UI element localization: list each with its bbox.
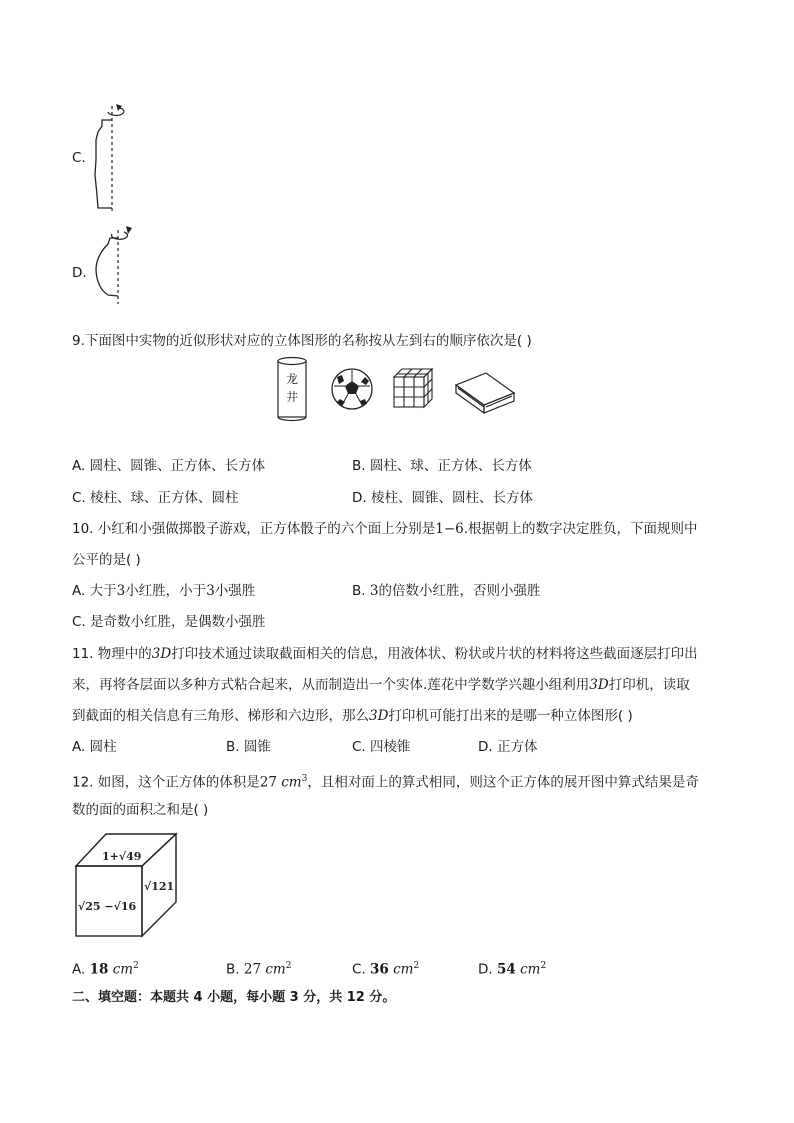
q10-stem-line1: 10. 小红和小强做掷骰子游戏，正方体骰子的六个面上分别是1−6.根据朝上的数字决定胜负，下面规则中 xyxy=(72,521,698,537)
q11-stem-line1: 11. 物理中的3D打印技术通过读取截面相关的信息，用液体状、粉状或片状的材料将这些截面逐层打印出 xyxy=(72,646,698,662)
soccer-ball-image xyxy=(332,369,372,409)
rotation-arrow-d xyxy=(112,232,128,239)
q11-option-b[interactable]: B. 圆锥 xyxy=(226,739,271,755)
cube-right-expression: √121 xyxy=(144,880,175,893)
rotated-profile-d xyxy=(96,238,118,296)
q8-option-c-label[interactable]: C. xyxy=(72,150,86,166)
rubik-cube-image xyxy=(394,369,432,407)
q10-stem-line2: 公平的是( ) xyxy=(72,552,141,568)
cube-top-expression: 1+√49 xyxy=(102,850,142,863)
cube-front-expression: √25 −√16 xyxy=(78,900,137,913)
rotation-arrow-c xyxy=(108,108,124,115)
q12-option-d[interactable]: D. 54 $cm^2$ xyxy=(478,961,547,978)
q12-option-b[interactable]: B. 27 $cm^2$ xyxy=(226,961,292,978)
q12-option-a[interactable]: A. 18 $cm^2$ xyxy=(72,961,139,978)
q9-stem: 9.下面图中实物的近似形状对应的立体图形的名称按从左到右的顺序依次是( ) xyxy=(72,333,532,349)
q8-option-d-figure[interactable] xyxy=(88,222,138,307)
book-image xyxy=(456,373,514,413)
q9-option-c[interactable]: C. 棱柱、球、正方体、圆柱 xyxy=(72,490,239,506)
q9-option-b[interactable]: B. 圆柱、球、正方体、长方体 xyxy=(352,458,532,474)
q10-option-b[interactable]: B. 3的倍数小红胜，否则小强胜 xyxy=(352,583,541,599)
arrow-head-d xyxy=(126,226,132,234)
q9-option-d[interactable]: D. 棱柱、圆锥、圆柱、长方体 xyxy=(352,490,533,506)
q11-stem-line3: 到截面的相关信息有三角形、梯形和六边形，那么3D打印机可能打出来的是哪一种立体图形( ) xyxy=(72,708,633,724)
q12-stem-line2: 数的面的面积之和是( ) xyxy=(72,802,209,818)
can-label-2: 井 xyxy=(286,390,299,404)
rotated-profile-c xyxy=(95,120,112,208)
q11-stem-line2: 来，再将各层面以多种方式粘合起来，从而制造出一个实体.莲花中学数学兴趣小组利用3D打印机，读取 xyxy=(72,677,690,693)
q11-option-d[interactable]: D. 正方体 xyxy=(478,739,538,755)
q10-option-a[interactable]: A. 大于3小红胜，小于3小强胜 xyxy=(72,583,256,599)
q9-objects-figure xyxy=(270,355,520,425)
section-2-heading: 二、填空题：本题共 4 小题，每小题 3 分，共 12 分。 xyxy=(72,990,396,1005)
q8-option-c-figure[interactable] xyxy=(88,100,133,215)
q10-range: 1−6 xyxy=(435,521,464,537)
q9-option-a[interactable]: A. 圆柱、圆锥、正方体、长方体 xyxy=(72,458,266,474)
q8-option-d-label[interactable]: D. xyxy=(72,265,87,281)
q11-option-c[interactable]: C. 四棱锥 xyxy=(352,739,411,755)
q10-option-c[interactable]: C. 是奇数小红胜，是偶数小强胜 xyxy=(72,614,266,630)
q12-stem-line1: 12. 如图，这个正方体的体积是27 $cm^3$，且相对面上的算式相同，则这个正方体的展开图中算式结果是奇 xyxy=(72,774,699,791)
arrow-head-c xyxy=(116,104,122,111)
cylinder-can-image xyxy=(278,358,306,421)
can-label-1: 龙 xyxy=(286,372,299,386)
q12-option-c[interactable]: C. 36 $cm^2$ xyxy=(352,961,420,978)
q12-cube-figure xyxy=(72,830,187,940)
q11-option-a[interactable]: A. 圆柱 xyxy=(72,739,117,755)
